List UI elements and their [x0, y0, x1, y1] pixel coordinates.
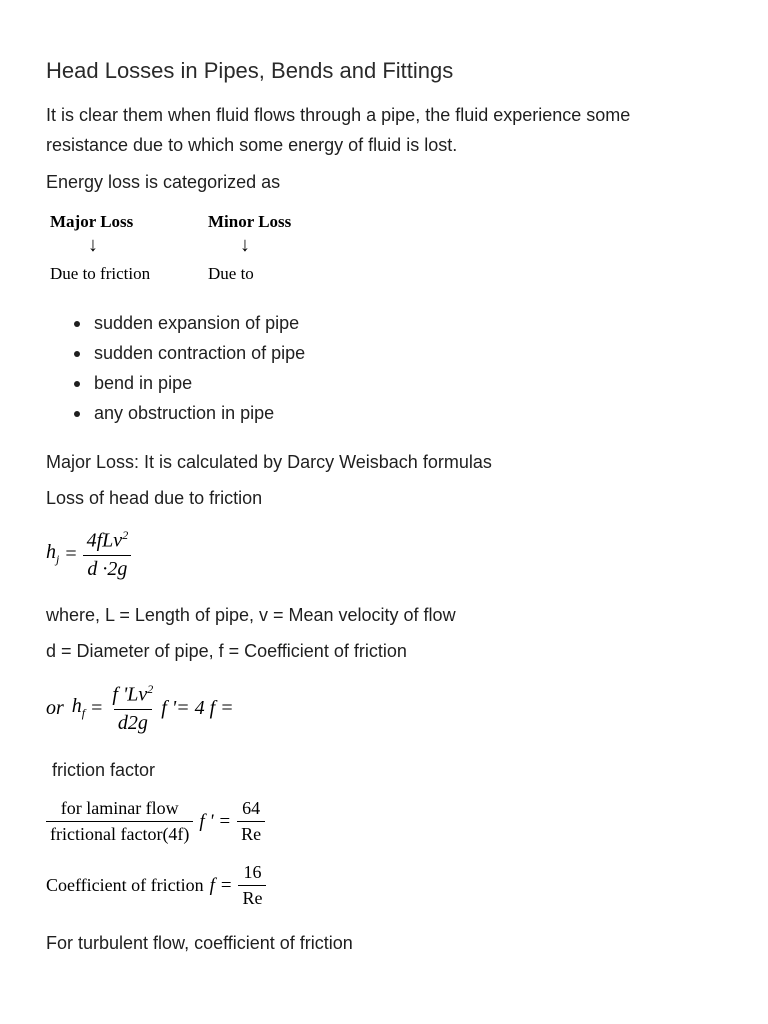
formula-var: f = — [209, 874, 233, 896]
list-item: any obstruction in pipe — [94, 398, 305, 428]
major-arrow-icon: ↓ — [88, 234, 98, 256]
minor-arrow-icon: ↓ — [240, 234, 250, 256]
formula-mid: f ' = — [199, 810, 232, 832]
formula-fraction: $\frac{f 'Lv^2}{d2g}$ — [112, 682, 154, 734]
formula-fraction-right: $\frac{16}{Re}$ — [238, 862, 266, 909]
list-item: sudden contraction of pipe — [94, 338, 305, 368]
intro-line-2: resistance due to which some energy of fluid is lost. — [46, 135, 458, 155]
formula-label: Coefficient of friction — [46, 875, 204, 895]
formula-equals: = — [91, 696, 103, 719]
darcy-formula — [46, 528, 132, 581]
intro-line-1: It is clear them when fluid flows through a pipe, the fluid experience some — [46, 105, 631, 125]
friction-factor-text: friction factor — [52, 760, 156, 780]
formula-fraction-right: $\frac{64}{Re}$ — [237, 798, 265, 845]
formula-tail: f '= 4 f = — [161, 696, 234, 719]
formula-fraction: $\frac{\text{for laminar flow}}{\text{frictional factor(4f)}}$ — [46, 798, 193, 845]
turbulent-text: For turbulent flow, coefficient of friction — [46, 933, 353, 953]
minor-causes-list — [46, 308, 305, 428]
major-loss-cause: Due to friction — [50, 264, 151, 283]
formula-lhs: $h_j$ — [46, 541, 60, 567]
alt-darcy-formula — [46, 682, 234, 735]
diameter-text: d = Diameter of pipe, f = Coefficient of friction — [46, 641, 407, 661]
where-text: where, L = Length of pipe, v = Mean velocity of flow — [46, 605, 456, 625]
major-loss-text: Major Loss: It is calculated by Darcy Weisbach formulas — [46, 452, 492, 472]
formula-fraction: $\frac{4fLv^2}{d \cdot 2g}$ — [83, 528, 133, 581]
formula-lhs: $h_f$ — [71, 695, 86, 721]
minor-loss-cause: Due to — [208, 264, 254, 283]
formula-equals: = — [65, 542, 77, 565]
page-title: Head Losses in Pipes, Bends and Fittings — [46, 58, 454, 83]
coefficient-formula — [46, 862, 266, 909]
list-item: sudden expansion of pipe — [94, 308, 305, 338]
minor-loss-label: Minor Loss — [208, 212, 292, 231]
list-item: bend in pipe — [94, 368, 305, 398]
major-loss-label: Major Loss — [50, 212, 134, 231]
loss-of-head-text: Loss of head due to friction — [46, 488, 263, 508]
formula-prefix: or — [46, 696, 64, 719]
laminar-formula — [46, 798, 265, 845]
categorized-text: Energy loss is categorized as — [46, 172, 281, 192]
